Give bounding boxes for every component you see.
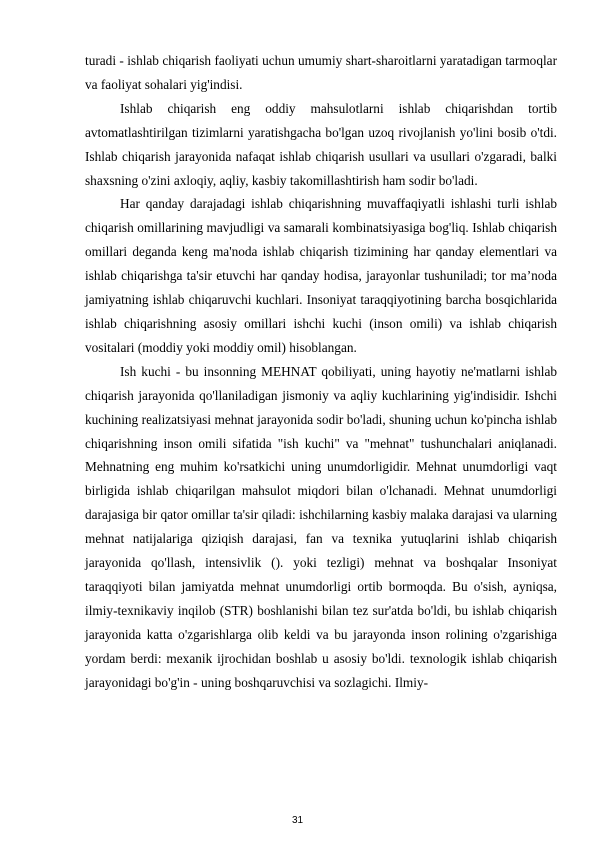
paragraph-continuation: turadi - ishlab chiqarish faoliyati uchun umumiy shart-sharoitlarni yaratadigan tarmoqlar va faoliyat sohalari yig'indisi. <box>85 53 557 92</box>
document-body <box>85 49 557 694</box>
paragraph-production-history: Ishlab chiqarish eng oddiy mahsulotlarni ishlab chiqarishdan tortib avtomatlashtirilgan tizimlarni yaratishgacha bo'lgan uzoq rivojlanish yo'lini bosib o'tdi. Ishlab chiqarish jarayonida nafaqat ishlab chiqarish usullari va usullari o'zgaradi, balki shaxsning o'zini axloqiy, aqliy, kasbiy takomillashtirish ham sodir bo'ladi. <box>85 100 557 188</box>
page-number: 31 <box>291 815 304 826</box>
paragraph-production-factors: Har qanday darajadagi ishlab chiqarishning muvaffaqiyatli ishlashi turli ishlab chiqarish omillarining mavjudligi va samarali kombinatsiyasiga bog'liq. Ishlab chiqarish omillari deganda keng ma'noda ishlab chiqarish tizimining har qanday elementlari va ishlab chiqarishga ta'sir etuvchi har qanday hodisa, jarayonlar tushuniladi; tor ma’noda jamiyatning ishlab chiqaruvchi kuchlari. Insoniyat taraqqiyotining barcha bosqichlarida ishlab chiqarishning asosiy omillari ishchi kuchi (inson omili) va ishlab chiqarish vositalari (moddiy yoki moddiy omil) hisoblangan. <box>85 196 557 355</box>
paragraph-labor-force: Ish kuchi - bu insonning MEHNAT qobiliyati, uning hayotiy ne'matlarni ishlab chiqarish jarayonida qo'llaniladigan jismoniy va aqliy kuchlarining yig'indisidir. Ishchi kuchining realizatsiyasi mehnat jarayonida sodir bo'ladi, shuning uchun ko'pincha ishlab chiqarishning inson omili sifatida "ish kuchi" va "mehnat" tushunchalari aniqlanadi. Mehnatning eng muhim ko'rsatkichi uning unumdorligidir. Mehnat unumdorligi vaqt birligida ishlab chiqarilgan mahsulot miqdori bilan o'lchanadi. Mehnat unumdorligi darajasiga bir qator omillar ta'sir qiladi: ishchilarning kasbiy malaka darajasi va ularning mehnat natijalariga qiziqish darajasi, fan va texnika yutuqlarini ishlab chiqarish jarayonida qo'llash, intensivlik (). yoki tezligi) mehnat va boshqalar Insoniyat taraqqiyoti bilan jamiyatda mehnat unumdorligi ortib bormoqda. Bu o'sish, ayniqsa, ilmiy-texnikaviy inqilob (STR) boshlanishi bilan tez sur'atda bo'ldi, bu ishlab chiqarish jarayonida katta o'zgarishlarga olib keldi va bu jarayonda inson rolining o'zgarishiga yordam berdi: mexanik ijrochidan boshlab u asosiy bo'ldi. texnologik ishlab chiqarish jarayonidagi bo'g'in - uning boshqaruvchisi va sozlagichi. Ilmiy- <box>85 363 557 690</box>
